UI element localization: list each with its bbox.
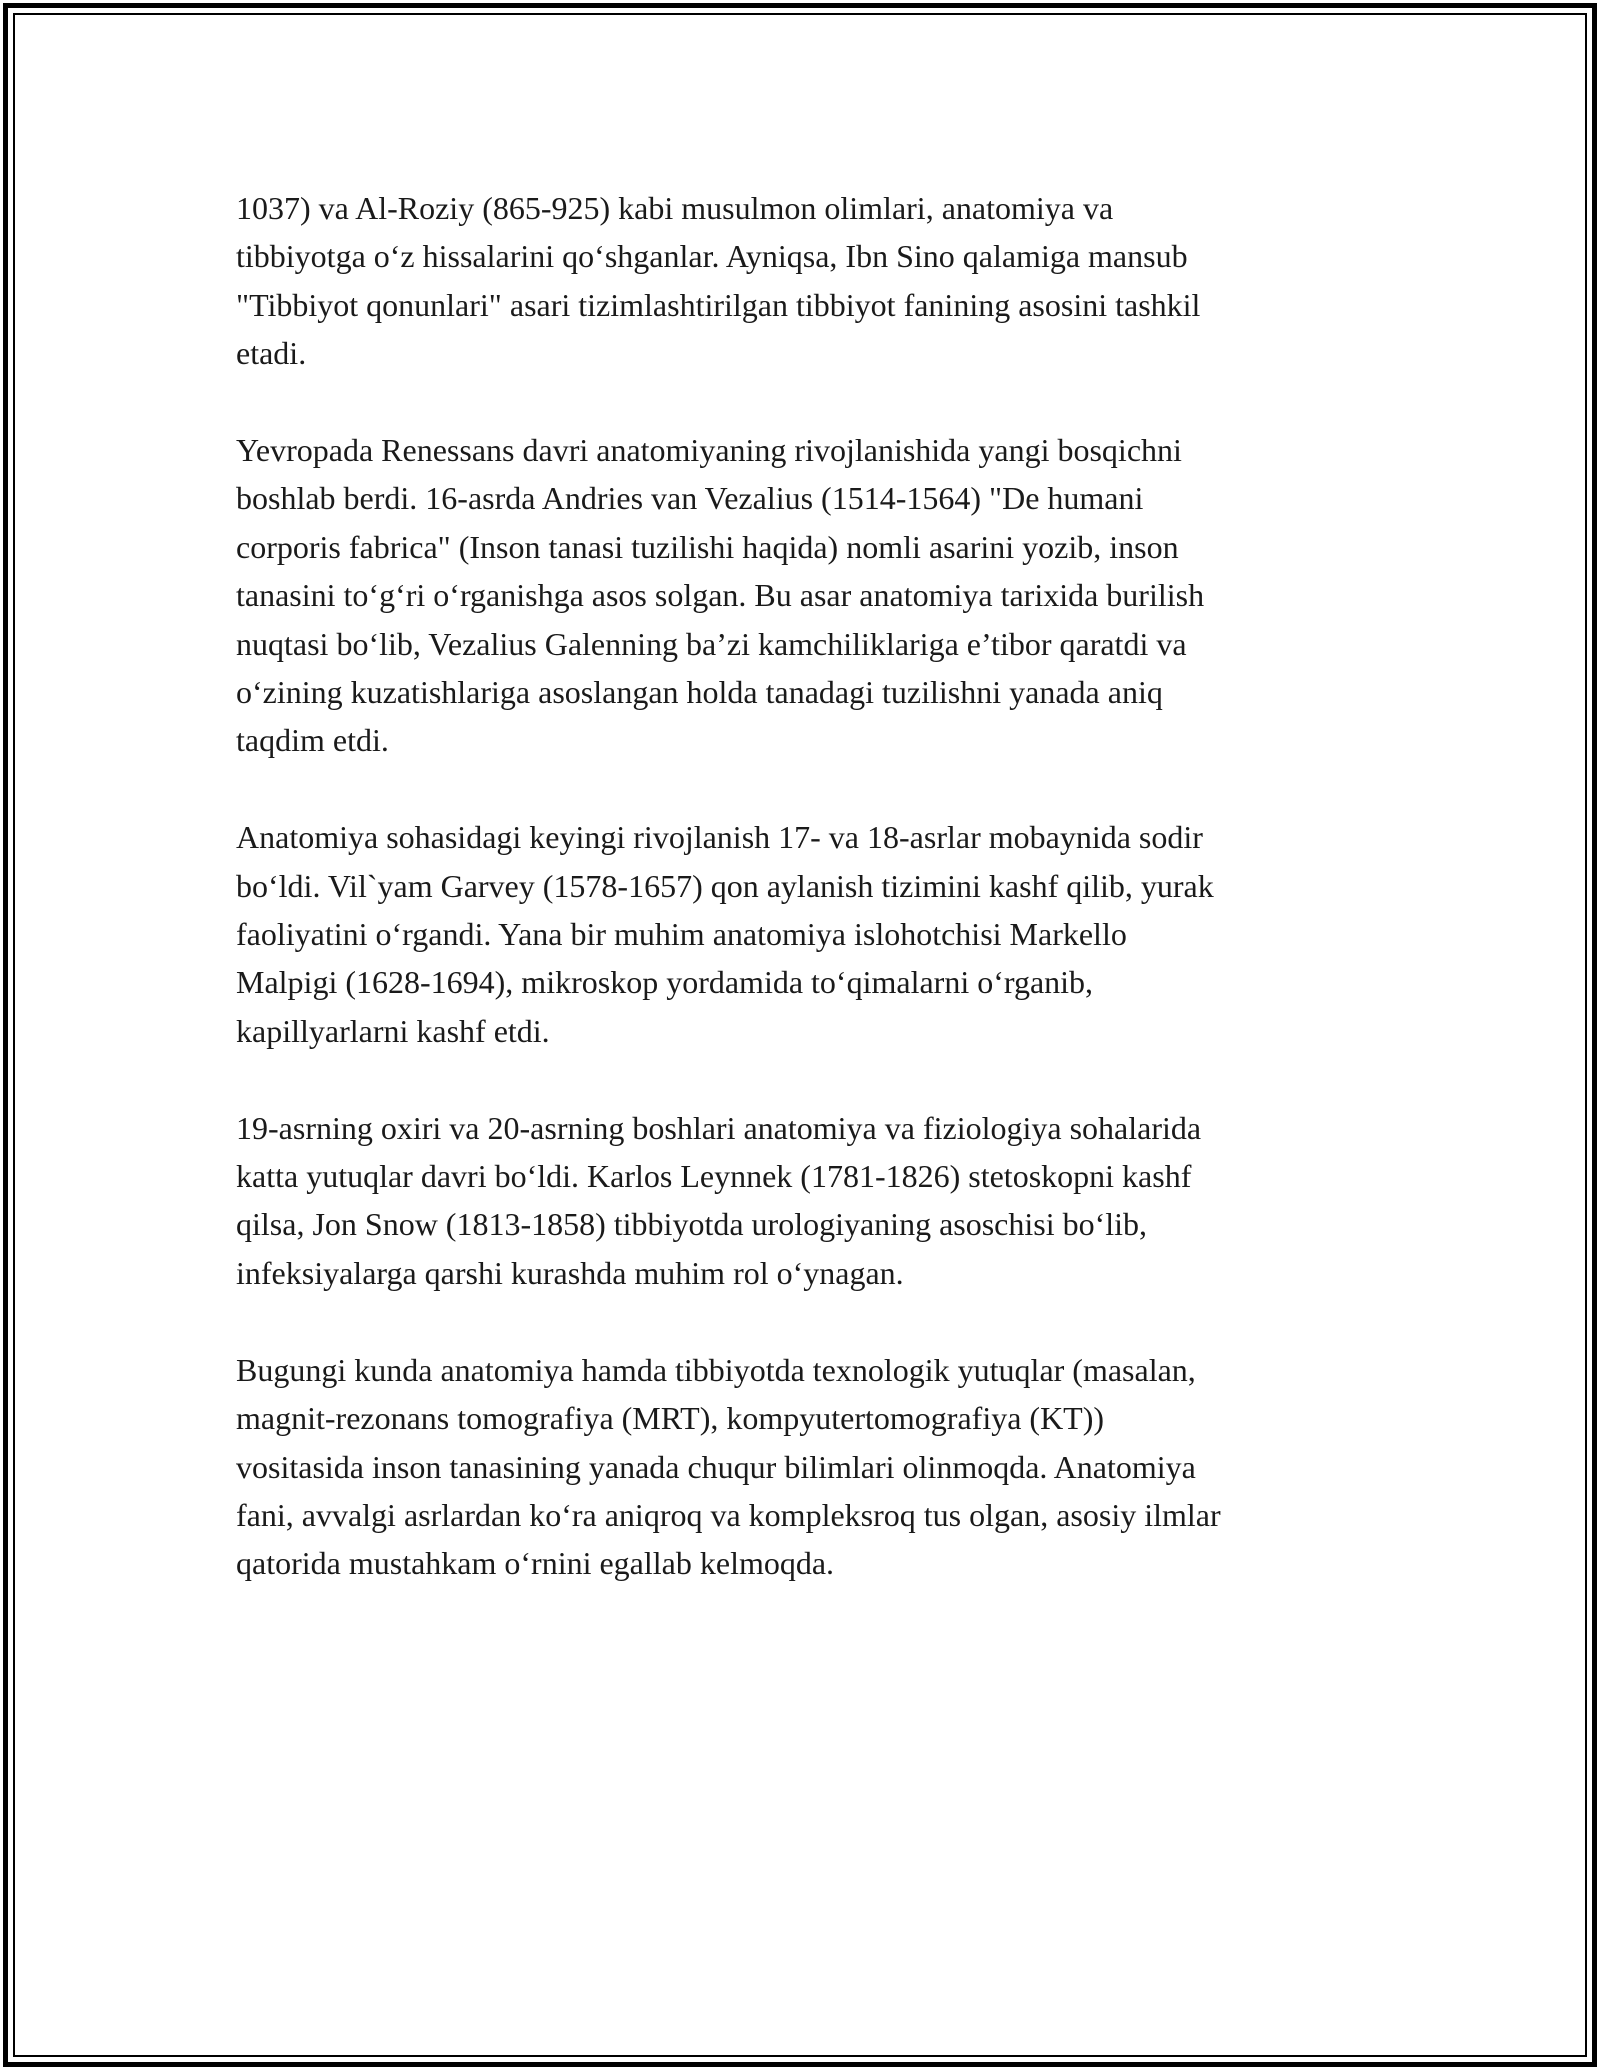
paragraph-17-18-centuries: Anatomiya sohasidagi keyingi rivojlanish 17- va 18-asrlar mobaynida sodir bo‘ldi. Vil`yam Garvey (1578-1657) qon aylanish tizimini kashf qilib, yurak faoliyatini o‘rgandi. Yana bir muhim anatomiya islohotchisi Markello Malpigi (1628-1694), mikroskop yordamida to‘qimalarni o‘rganib, kapillyarlarni kashf etdi. bbox=[236, 819, 1214, 1049]
paragraph-modern-day: Bugungi kunda anatomiya hamda tibbiyotda texnologik yutuqlar (masalan, magnit-rezonans tomografiya (MRT), kompyutertomografiya (KT)) vositasida inson tanasining yanada chuqur bilimlari olinmoqda. Anatomiya fani, avvalgi asrlardan ko‘ra aniqroq va kompleksroq tus olgan, asosiy ilmlar qatorida mustahkam o‘rnini egallab kelmoqda. bbox=[236, 1351, 1221, 1582]
paragraph-muslim-scholars: 1037) va Al-Roziy (865-925) kabi musulmon olimlari, anatomiya va tibbiyotga o‘z hissalarini qo‘shganlar. Ayniqsa, Ibn Sino qalamiga mansub "Tibbiyot qonunlari" asari tizimlashtirilgan tibbiyot fanining asosini tashkil etadi. bbox=[236, 190, 1201, 372]
document-body bbox=[236, 184, 1376, 1636]
paragraph-19-20-centuries: 19-asrning oxiri va 20-asrning boshlari anatomiya va fiziologiya sohalarida katta yutuqlar davri bo‘ldi. Karlos Leynnek (1781-1826) stetoskopni kashf qilsa, Jon Snow (1813-1858) tibbiyotda urologiyaning asoschisi bo‘lib, infeksiyalarga qarshi kurashda muhim rol o‘ynagan. bbox=[236, 1109, 1202, 1291]
paragraph-renaissance: Yevropada Renessans davri anatomiyaning rivojlanishida yangi bosqichni boshlab berdi. 16-asrda Andries van Vezalius (1514-1564) "De humani corporis fabrica" (Inson tanasi tuzilishi haqida) nomli asarini yozib, inson tanasini to‘g‘ri o‘rganishga asos solgan. Bu asar anatomiya tarixida burilish nuqtasi bo‘lib, Vezalius Galenning ba’zi kamchiliklariga e’tibor qaratdi va o‘zining kuzatishlariga asoslangan holda tanadagi tuzilishni yanada aniq taqdim etdi. bbox=[236, 432, 1205, 759]
